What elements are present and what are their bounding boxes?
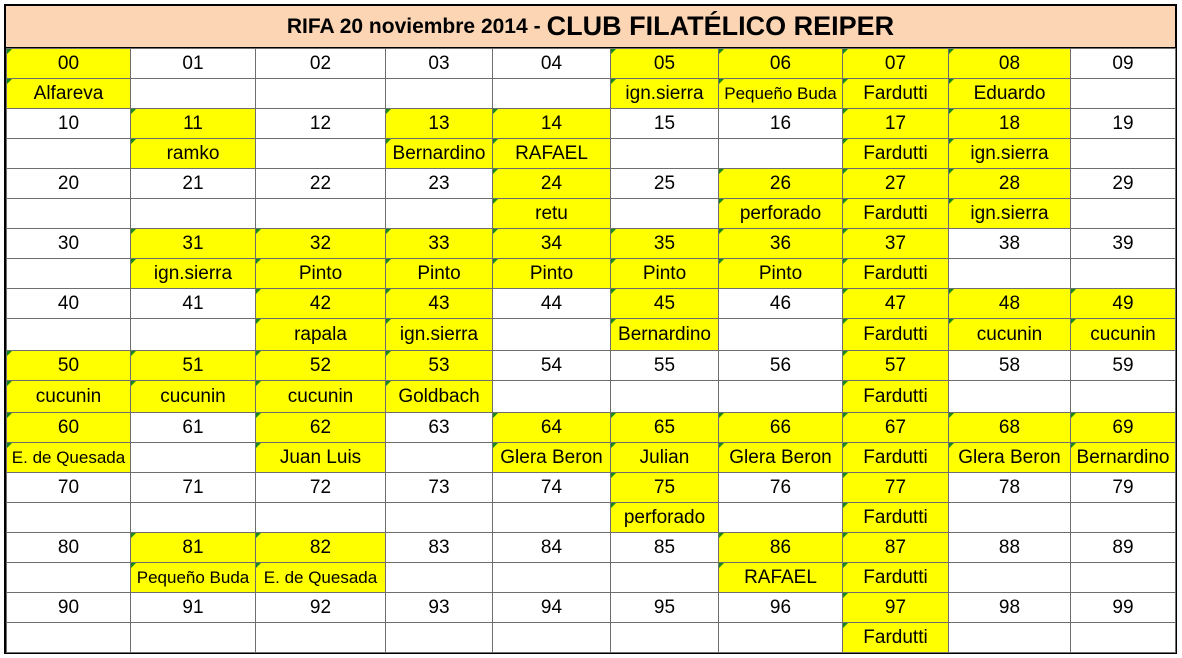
- ticket-number: 49: [1071, 289, 1176, 319]
- ticket-buyer: [7, 503, 131, 533]
- buyer-row: [7, 623, 1176, 653]
- ticket-buyer: [386, 623, 493, 653]
- ticket-buyer: [131, 623, 256, 653]
- ticket-number: 66: [719, 413, 843, 443]
- ticket-number: 64: [493, 413, 611, 443]
- ticket-number: 85: [611, 533, 719, 563]
- ticket-buyer: [493, 319, 611, 351]
- ticket-buyer: Fardutti: [843, 503, 949, 533]
- ticket-number: 14: [493, 109, 611, 139]
- ticket-buyer: [493, 79, 611, 109]
- buyer-row: [7, 79, 1176, 109]
- ticket-number: 31: [131, 229, 256, 259]
- ticket-number: 53: [386, 351, 493, 381]
- ticket-buyer: Pinto: [493, 259, 611, 289]
- ticket-buyer: E. de Quesada: [7, 443, 131, 473]
- ticket-number: 13: [386, 109, 493, 139]
- ticket-buyer: [131, 79, 256, 109]
- ticket-buyer: Glera Beron: [949, 443, 1071, 473]
- ticket-number: 42: [256, 289, 386, 319]
- ticket-buyer: [719, 503, 843, 533]
- ticket-number: 87: [843, 533, 949, 563]
- ticket-buyer: Eduardo: [949, 79, 1071, 109]
- ticket-number: 69: [1071, 413, 1176, 443]
- ticket-number: 09: [1071, 49, 1176, 79]
- ticket-number: 46: [719, 289, 843, 319]
- buyer-row: [7, 381, 1176, 413]
- ticket-number: 43: [386, 289, 493, 319]
- ticket-buyer: [386, 79, 493, 109]
- ticket-number: 75: [611, 473, 719, 503]
- ticket-number: 06: [719, 49, 843, 79]
- buyer-row: [7, 199, 1176, 229]
- ticket-buyer: Fardutti: [843, 259, 949, 289]
- ticket-number: 33: [386, 229, 493, 259]
- ticket-number: 23: [386, 169, 493, 199]
- ticket-number: 10: [7, 109, 131, 139]
- number-row: [7, 413, 1176, 443]
- ticket-buyer: Pinto: [611, 259, 719, 289]
- ticket-buyer: [386, 199, 493, 229]
- raffle-grid-body: [7, 49, 1176, 653]
- ticket-buyer: [719, 623, 843, 653]
- ticket-buyer: [7, 623, 131, 653]
- ticket-number: 94: [493, 593, 611, 623]
- ticket-number: 99: [1071, 593, 1176, 623]
- ticket-buyer: Pequeño Buda: [131, 563, 256, 593]
- ticket-buyer: perforado: [719, 199, 843, 229]
- buyer-row: [7, 563, 1176, 593]
- ticket-number: 04: [493, 49, 611, 79]
- ticket-number: 52: [256, 351, 386, 381]
- ticket-number: 97: [843, 593, 949, 623]
- ticket-buyer: [611, 139, 719, 169]
- ticket-buyer: ign.sierra: [949, 139, 1071, 169]
- ticket-number: 84: [493, 533, 611, 563]
- ticket-number: 62: [256, 413, 386, 443]
- ticket-buyer: [493, 381, 611, 413]
- ticket-buyer: [493, 563, 611, 593]
- ticket-buyer: cucunin: [7, 381, 131, 413]
- ticket-buyer: [256, 503, 386, 533]
- ticket-buyer: cucunin: [256, 381, 386, 413]
- ticket-number: 15: [611, 109, 719, 139]
- ticket-buyer: Fardutti: [843, 563, 949, 593]
- ticket-buyer: Juan Luis: [256, 443, 386, 473]
- ticket-buyer: cucunin: [1071, 319, 1176, 351]
- ticket-number: 30: [7, 229, 131, 259]
- ticket-number: 57: [843, 351, 949, 381]
- ticket-buyer: [611, 623, 719, 653]
- ticket-number: 19: [1071, 109, 1176, 139]
- ticket-number: 44: [493, 289, 611, 319]
- ticket-number: 78: [949, 473, 1071, 503]
- ticket-number: 95: [611, 593, 719, 623]
- ticket-buyer: Fardutti: [843, 319, 949, 351]
- ticket-buyer: Bernardino: [386, 139, 493, 169]
- ticket-buyer: [131, 319, 256, 351]
- ticket-number: 58: [949, 351, 1071, 381]
- ticket-buyer: [1071, 259, 1176, 289]
- ticket-number: 67: [843, 413, 949, 443]
- buyer-row: [7, 503, 1176, 533]
- title-club: CLUB FILATÉLICO REIPER: [546, 11, 895, 41]
- ticket-number: 92: [256, 593, 386, 623]
- ticket-number: 05: [611, 49, 719, 79]
- ticket-buyer: [949, 381, 1071, 413]
- ticket-number: 37: [843, 229, 949, 259]
- ticket-number: 73: [386, 473, 493, 503]
- ticket-buyer: [719, 381, 843, 413]
- ticket-number: 80: [7, 533, 131, 563]
- ticket-buyer: [493, 503, 611, 533]
- ticket-buyer: rapala: [256, 319, 386, 351]
- ticket-buyer: ign.sierra: [386, 319, 493, 351]
- ticket-buyer: [386, 503, 493, 533]
- ticket-buyer: [131, 443, 256, 473]
- ticket-buyer: Goldbach: [386, 381, 493, 413]
- ticket-number: 65: [611, 413, 719, 443]
- number-row: [7, 473, 1176, 503]
- ticket-buyer: [719, 319, 843, 351]
- ticket-number: 41: [131, 289, 256, 319]
- ticket-number: 24: [493, 169, 611, 199]
- raffle-grid: [6, 48, 1176, 653]
- ticket-number: 25: [611, 169, 719, 199]
- ticket-buyer: Fardutti: [843, 443, 949, 473]
- ticket-number: 83: [386, 533, 493, 563]
- ticket-number: 36: [719, 229, 843, 259]
- ticket-number: 89: [1071, 533, 1176, 563]
- ticket-buyer: Fardutti: [843, 199, 949, 229]
- ticket-buyer: cucunin: [949, 319, 1071, 351]
- ticket-number: 51: [131, 351, 256, 381]
- ticket-buyer: Julian: [611, 443, 719, 473]
- ticket-number: 11: [131, 109, 256, 139]
- ticket-number: 26: [719, 169, 843, 199]
- number-row: [7, 49, 1176, 79]
- ticket-number: 32: [256, 229, 386, 259]
- ticket-number: 61: [131, 413, 256, 443]
- ticket-number: 17: [843, 109, 949, 139]
- ticket-number: 79: [1071, 473, 1176, 503]
- ticket-buyer: [7, 139, 131, 169]
- ticket-buyer: ramko: [131, 139, 256, 169]
- ticket-buyer: [611, 199, 719, 229]
- ticket-buyer: retu: [493, 199, 611, 229]
- ticket-number: 70: [7, 473, 131, 503]
- ticket-buyer: [256, 139, 386, 169]
- ticket-buyer: [611, 381, 719, 413]
- ticket-buyer: Fardutti: [843, 381, 949, 413]
- raffle-sheet: [4, 4, 1177, 654]
- ticket-buyer: Pequeño Buda: [719, 79, 843, 109]
- ticket-buyer: [719, 139, 843, 169]
- ticket-buyer: Glera Beron: [719, 443, 843, 473]
- ticket-buyer: [1071, 503, 1176, 533]
- buyer-row: [7, 139, 1176, 169]
- ticket-buyer: Alfareva: [7, 79, 131, 109]
- ticket-number: 74: [493, 473, 611, 503]
- ticket-number: 39: [1071, 229, 1176, 259]
- ticket-number: 27: [843, 169, 949, 199]
- ticket-number: 71: [131, 473, 256, 503]
- ticket-buyer: RAFAEL: [493, 139, 611, 169]
- ticket-number: 20: [7, 169, 131, 199]
- ticket-buyer: [949, 563, 1071, 593]
- ticket-number: 56: [719, 351, 843, 381]
- ticket-buyer: [949, 623, 1071, 653]
- ticket-buyer: [611, 563, 719, 593]
- ticket-number: 55: [611, 351, 719, 381]
- ticket-number: 07: [843, 49, 949, 79]
- ticket-buyer: [1071, 381, 1176, 413]
- ticket-buyer: [1071, 139, 1176, 169]
- ticket-number: 82: [256, 533, 386, 563]
- number-row: [7, 229, 1176, 259]
- ticket-number: 28: [949, 169, 1071, 199]
- ticket-buyer: cucunin: [131, 381, 256, 413]
- ticket-buyer: [386, 443, 493, 473]
- ticket-number: 72: [256, 473, 386, 503]
- ticket-buyer: [1071, 79, 1176, 109]
- ticket-number: 34: [493, 229, 611, 259]
- ticket-number: 77: [843, 473, 949, 503]
- sheet-title: [6, 6, 1175, 48]
- ticket-number: 76: [719, 473, 843, 503]
- ticket-number: 68: [949, 413, 1071, 443]
- ticket-buyer: Fardutti: [843, 79, 949, 109]
- ticket-number: 21: [131, 169, 256, 199]
- ticket-buyer: ign.sierra: [611, 79, 719, 109]
- ticket-number: 35: [611, 229, 719, 259]
- ticket-number: 29: [1071, 169, 1176, 199]
- ticket-number: 12: [256, 109, 386, 139]
- ticket-number: 22: [256, 169, 386, 199]
- buyer-row: [7, 443, 1176, 473]
- ticket-buyer: Fardutti: [843, 139, 949, 169]
- ticket-buyer: [1071, 199, 1176, 229]
- ticket-buyer: [7, 259, 131, 289]
- ticket-number: 02: [256, 49, 386, 79]
- number-row: [7, 593, 1176, 623]
- ticket-number: 88: [949, 533, 1071, 563]
- number-row: [7, 169, 1176, 199]
- ticket-buyer: ign.sierra: [949, 199, 1071, 229]
- number-row: [7, 533, 1176, 563]
- ticket-number: 91: [131, 593, 256, 623]
- number-row: [7, 289, 1176, 319]
- ticket-number: 18: [949, 109, 1071, 139]
- ticket-buyer: E. de Quesada: [256, 563, 386, 593]
- ticket-number: 40: [7, 289, 131, 319]
- ticket-buyer: Pinto: [719, 259, 843, 289]
- number-row: [7, 109, 1176, 139]
- ticket-buyer: [386, 563, 493, 593]
- title-date: RIFA 20 noviembre 2014: [286, 14, 528, 38]
- ticket-buyer: [131, 199, 256, 229]
- ticket-number: 00: [7, 49, 131, 79]
- ticket-number: 60: [7, 413, 131, 443]
- ticket-number: 47: [843, 289, 949, 319]
- buyer-row: [7, 259, 1176, 289]
- ticket-buyer: [7, 563, 131, 593]
- ticket-buyer: Bernardino: [1071, 443, 1176, 473]
- ticket-number: 54: [493, 351, 611, 381]
- ticket-buyer: [7, 319, 131, 351]
- ticket-number: 01: [131, 49, 256, 79]
- ticket-buyer: [256, 199, 386, 229]
- ticket-buyer: Pinto: [386, 259, 493, 289]
- ticket-number: 50: [7, 351, 131, 381]
- ticket-buyer: Bernardino: [611, 319, 719, 351]
- ticket-buyer: [256, 623, 386, 653]
- ticket-buyer: [7, 199, 131, 229]
- ticket-buyer: RAFAEL: [719, 563, 843, 593]
- ticket-number: 81: [131, 533, 256, 563]
- ticket-number: 63: [386, 413, 493, 443]
- ticket-number: 98: [949, 593, 1071, 623]
- ticket-buyer: [1071, 623, 1176, 653]
- ticket-number: 45: [611, 289, 719, 319]
- ticket-number: 16: [719, 109, 843, 139]
- ticket-number: 03: [386, 49, 493, 79]
- title-separator: -: [533, 14, 541, 38]
- ticket-buyer: perforado: [611, 503, 719, 533]
- ticket-buyer: [949, 503, 1071, 533]
- ticket-buyer: ign.sierra: [131, 259, 256, 289]
- buyer-row: [7, 319, 1176, 351]
- ticket-buyer: [1071, 563, 1176, 593]
- ticket-number: 86: [719, 533, 843, 563]
- ticket-number: 96: [719, 593, 843, 623]
- ticket-buyer: Pinto: [256, 259, 386, 289]
- ticket-buyer: [131, 503, 256, 533]
- ticket-buyer: [949, 259, 1071, 289]
- ticket-number: 38: [949, 229, 1071, 259]
- ticket-buyer: Glera Beron: [493, 443, 611, 473]
- ticket-buyer: [493, 623, 611, 653]
- ticket-number: 59: [1071, 351, 1176, 381]
- ticket-number: 08: [949, 49, 1071, 79]
- ticket-buyer: Fardutti: [843, 623, 949, 653]
- ticket-number: 90: [7, 593, 131, 623]
- ticket-buyer: [256, 79, 386, 109]
- ticket-number: 48: [949, 289, 1071, 319]
- ticket-number: 93: [386, 593, 493, 623]
- number-row: [7, 351, 1176, 381]
